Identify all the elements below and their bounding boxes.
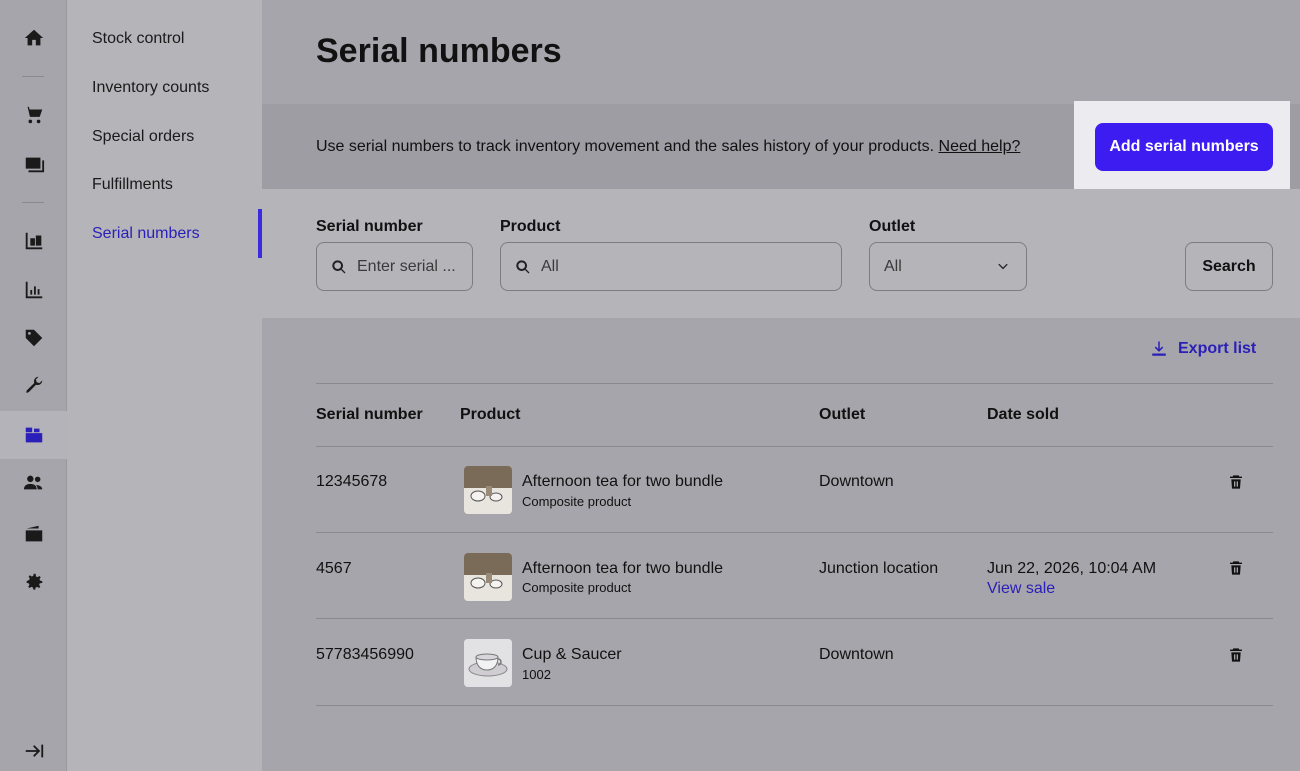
product-thumbnail xyxy=(464,553,512,601)
banner-description: Use serial numbers to track inventory movement and the sales history of your products. xyxy=(316,138,935,155)
rail-divider xyxy=(22,202,44,203)
filter-bar xyxy=(262,189,1300,318)
download-icon xyxy=(1150,340,1168,358)
header-product: Product xyxy=(460,406,521,423)
add-serial-numbers-button[interactable]: Add serial numbers xyxy=(1095,123,1273,171)
product-input-value: All xyxy=(541,257,559,275)
outlet-cell: Downtown xyxy=(819,473,894,490)
outlet-label: Outlet xyxy=(869,218,916,235)
table-divider xyxy=(316,446,1273,447)
wallet-icon[interactable] xyxy=(0,510,67,558)
gear-icon[interactable] xyxy=(0,558,67,606)
table-divider xyxy=(316,383,1273,384)
product-sku: 1002 xyxy=(522,667,551,682)
product-thumbnail xyxy=(464,466,512,514)
tag-icon[interactable] xyxy=(0,314,67,362)
wrench-icon[interactable] xyxy=(0,361,67,409)
product-label: Product xyxy=(500,218,561,235)
sub-navigation xyxy=(67,0,262,771)
collapse-icon[interactable] xyxy=(0,727,67,771)
serial-number-label: Serial number xyxy=(316,218,423,235)
product-type: Composite product xyxy=(522,494,632,509)
serial-number-input[interactable] xyxy=(316,242,473,291)
outlet-cell: Junction location xyxy=(819,560,939,577)
table-divider xyxy=(316,532,1273,533)
banner-text xyxy=(316,138,1020,156)
product-name[interactable]: Afternoon tea for two bundle xyxy=(522,473,724,490)
outlet-select[interactable] xyxy=(869,242,1027,291)
home-icon[interactable] xyxy=(0,14,67,62)
product-thumbnail xyxy=(464,639,512,687)
inventory-icon[interactable] xyxy=(0,217,67,265)
serial-cell: 12345678 xyxy=(316,473,388,490)
page-title: Serial numbers xyxy=(316,32,562,70)
reports-icon[interactable] xyxy=(0,266,67,314)
serial-number-placeholder: Enter serial ... xyxy=(357,257,456,275)
nav-rail xyxy=(0,0,67,771)
subnav-item-stock-control[interactable]: Stock control xyxy=(92,30,185,47)
header-date-sold: Date sold xyxy=(987,406,1060,423)
product-type: Composite product xyxy=(522,580,632,595)
product-input[interactable] xyxy=(500,242,842,291)
table-divider xyxy=(316,618,1273,619)
chevron-down-icon xyxy=(996,260,1010,274)
subnav-item-serial-numbers[interactable]: Serial numbers xyxy=(92,225,200,242)
subnav-item-inventory-counts[interactable]: Inventory counts xyxy=(92,79,210,96)
serial-cell: 4567 xyxy=(316,560,352,577)
main-content xyxy=(262,0,1300,771)
date-sold-cell: Jun 22, 2026, 10:04 AM xyxy=(987,560,1157,577)
header-outlet: Outlet xyxy=(819,406,866,423)
search-button[interactable]: Search xyxy=(1185,242,1273,291)
info-banner xyxy=(262,104,1300,189)
customers-icon[interactable] xyxy=(0,459,67,507)
header-serial-number: Serial number xyxy=(316,406,423,423)
subnav-item-special-orders[interactable]: Special orders xyxy=(92,128,195,145)
need-help-link[interactable]: Need help? xyxy=(938,138,1021,155)
button-highlight xyxy=(1074,101,1290,189)
register-icon[interactable] xyxy=(0,140,67,188)
table-divider xyxy=(316,705,1273,706)
trash-icon[interactable] xyxy=(1228,474,1244,490)
boxes-icon[interactable] xyxy=(0,411,67,459)
export-list-button[interactable] xyxy=(1150,340,1256,358)
export-list-label: Export list xyxy=(1178,340,1257,357)
product-name[interactable]: Cup & Saucer xyxy=(522,646,622,663)
serial-cell: 57783456990 xyxy=(316,646,414,663)
trash-icon[interactable] xyxy=(1228,560,1244,576)
search-icon xyxy=(331,259,347,275)
subnav-item-fulfillments[interactable]: Fulfillments xyxy=(92,176,173,193)
product-name[interactable]: Afternoon tea for two bundle xyxy=(522,560,724,577)
search-icon xyxy=(515,259,531,275)
trash-icon[interactable] xyxy=(1228,647,1244,663)
outlet-cell: Downtown xyxy=(819,646,894,663)
view-sale-link[interactable]: View sale xyxy=(987,580,1056,597)
cart-icon[interactable] xyxy=(0,91,67,139)
outlet-select-value: All xyxy=(884,257,902,275)
rail-divider xyxy=(22,76,44,77)
